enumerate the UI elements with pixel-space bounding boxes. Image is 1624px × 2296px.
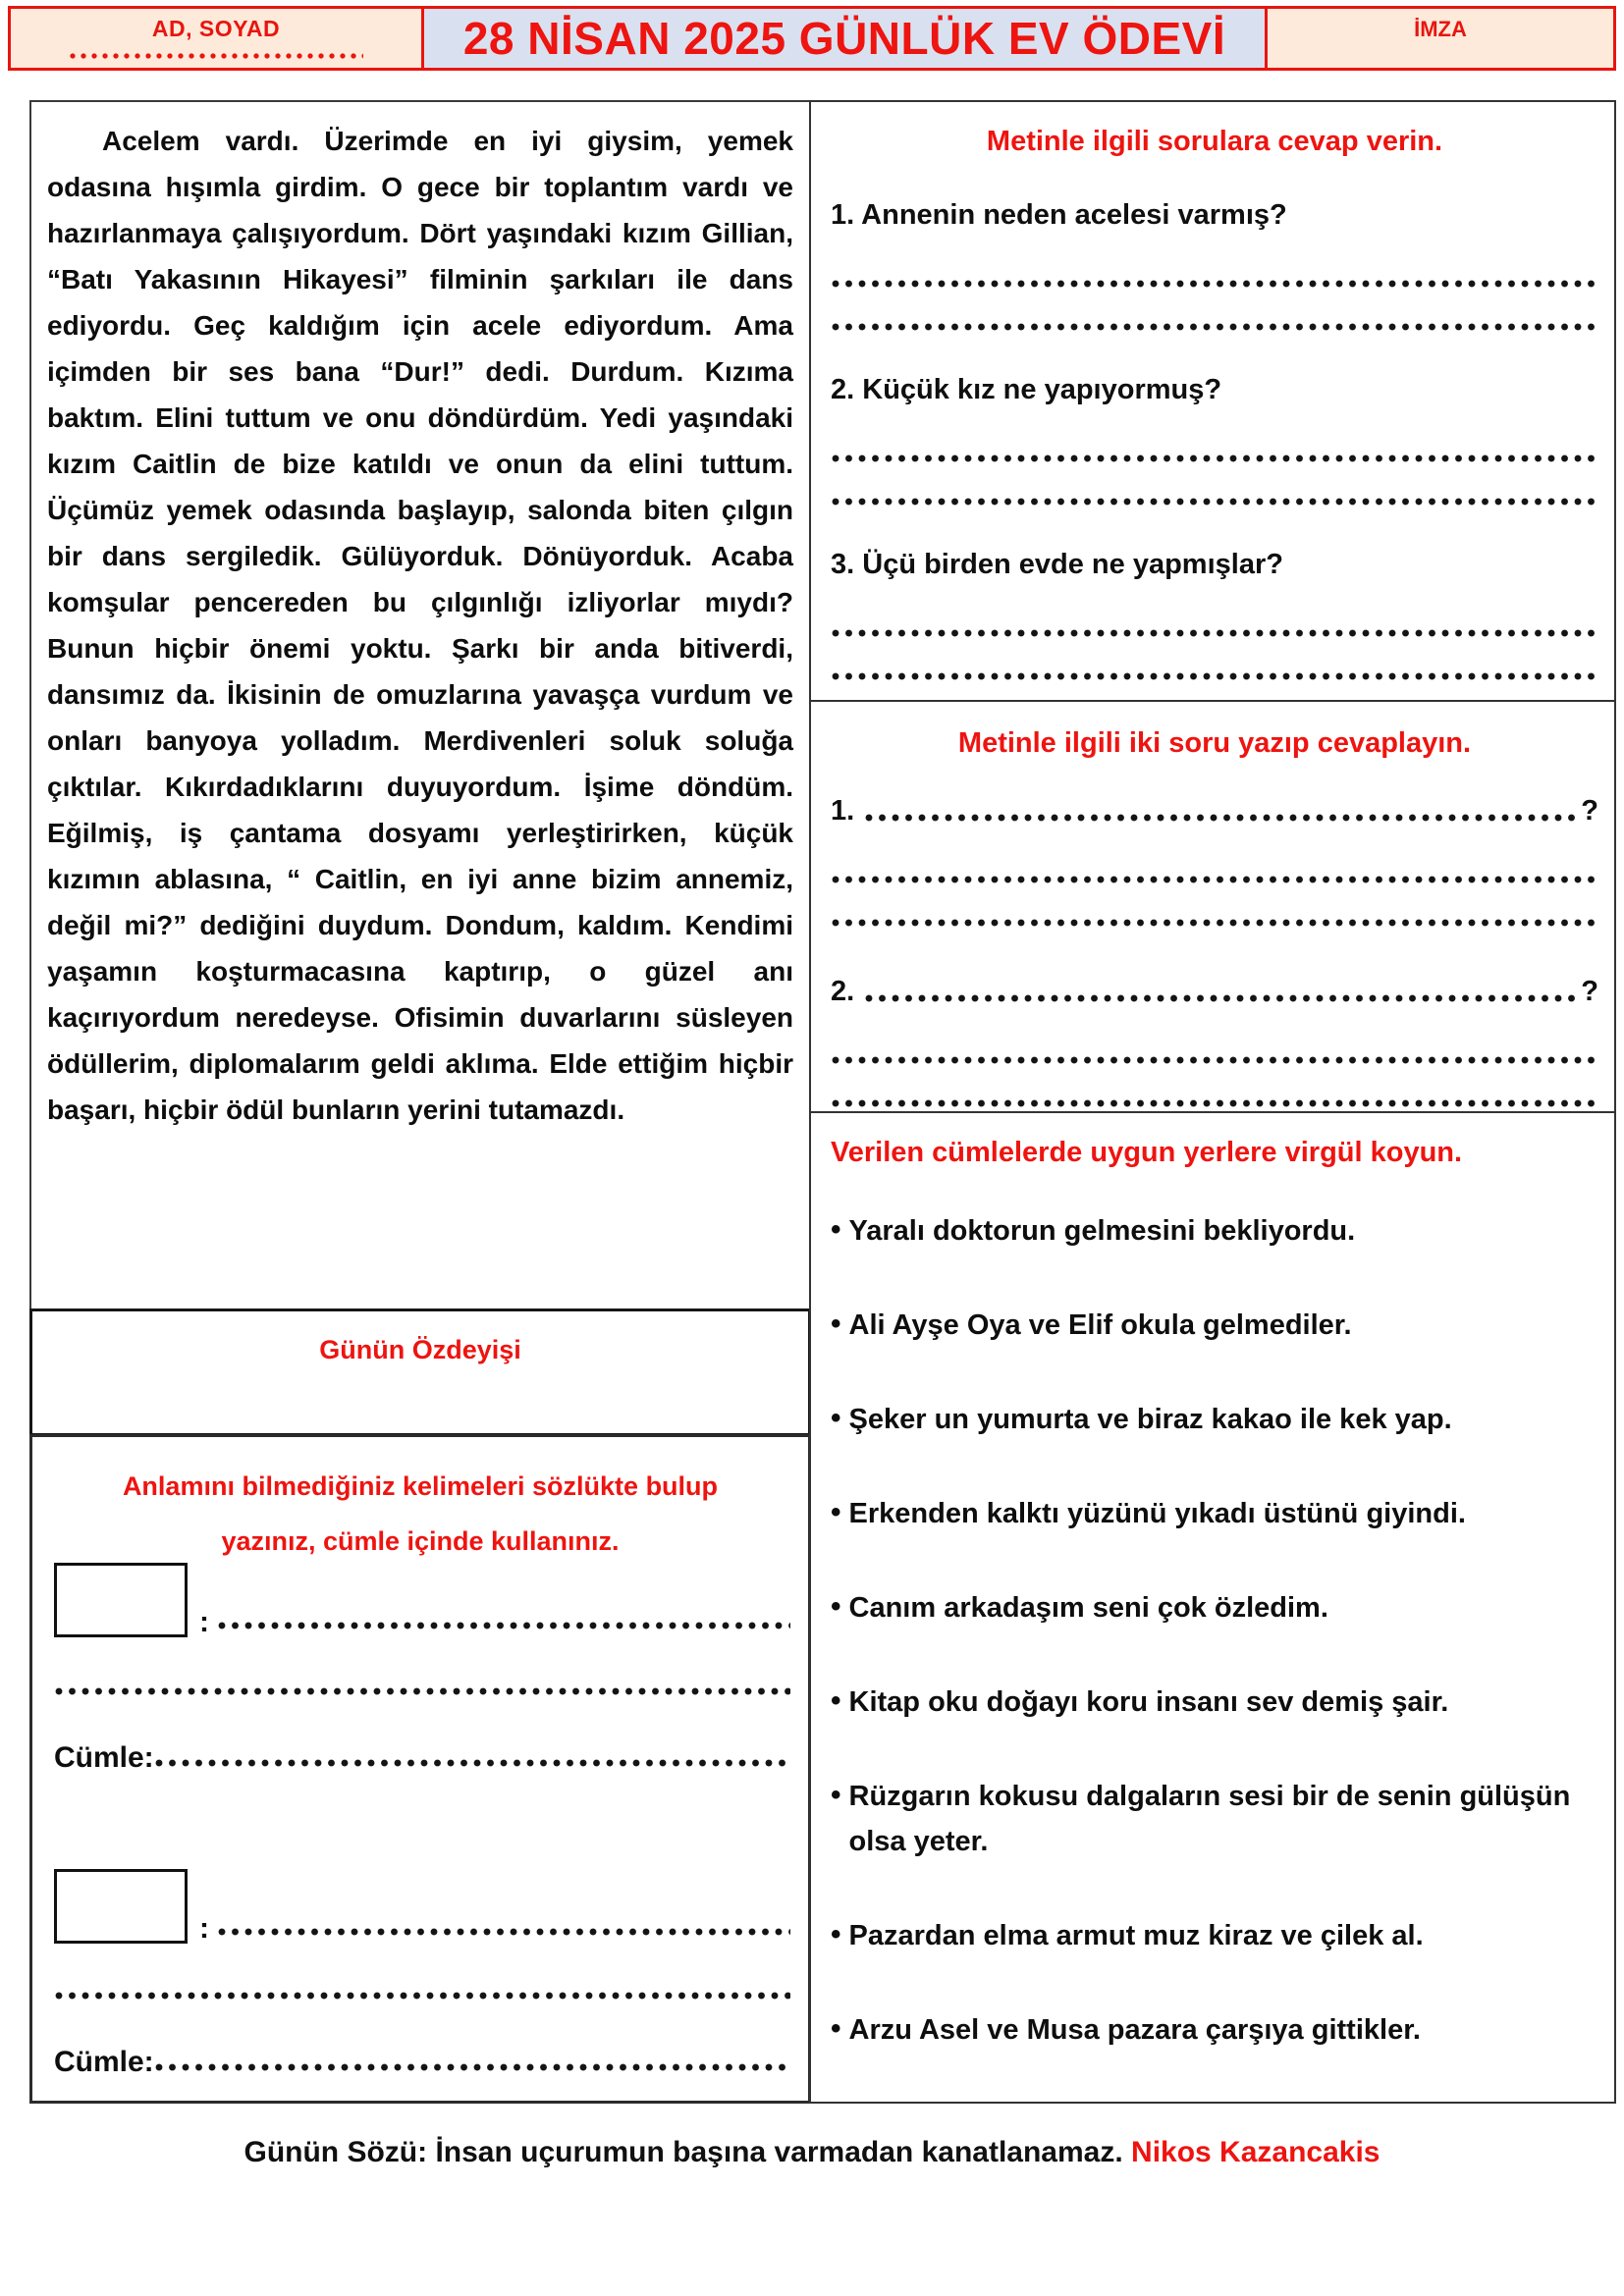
question-2 xyxy=(831,374,1598,406)
comma-sentence: • Şeker un yumurta ve biraz kakao ile kek yap. xyxy=(831,1397,1598,1442)
header xyxy=(8,6,1616,71)
comma-sentence: • Kitap oku doğayı koru insanı sev demiş şair. xyxy=(831,1680,1598,1725)
sentence-label-2: Cümle: xyxy=(54,2046,154,2078)
footer-quote xyxy=(0,2136,1624,2169)
write-question-2-number: 2. xyxy=(831,976,855,1007)
definition-line-2b xyxy=(54,1989,790,2002)
answer-line xyxy=(831,320,1598,333)
answer-line xyxy=(831,916,1598,929)
bullet-icon: • xyxy=(831,1402,841,1434)
bullet-icon: • xyxy=(831,1496,841,1528)
comma-sentence: • Canım arkadaşım seni çok özledim. xyxy=(831,1585,1598,1630)
story-box xyxy=(29,100,811,1310)
answer-line xyxy=(831,452,1598,464)
write-question-1-number: 1. xyxy=(831,795,855,827)
motto-title: Günün Özdeyişi xyxy=(319,1335,521,1364)
comma-sentence: • Rüzgarın kokusu dalgaların sesi bir de senin gülüşün olsa yeter. xyxy=(831,1774,1598,1864)
question-1 xyxy=(831,199,1598,232)
comma-section xyxy=(809,1111,1616,2104)
vocabulary-box xyxy=(29,1434,811,2104)
question-2-number: 2. xyxy=(831,374,855,405)
story-text: Acelem vardı. Üzerimde en iyi giysim, yemek odasına hışımla girdim. O gece bir toplantım vardı ve hazırlanmaya çalışıyordum. Dört yaşındaki kızım Gillian, “Batı Yakasının Hikayesi” filminin şarkıları ile dans ediyordu. Geç kaldığım için acele ediyordum. Ama içimden bir ses bana “Dur!” dedi. Durdum. Kızıma baktım. Elini tuttum ve onu döndürdüm. Yedi yaşındaki kızım Caitlin de bize katıldı ve onun da elini tuttum. Üçümüz yemek odasında başlayıp, salonda biten çılgın bir dans sergiledik. Gülüyorduk. Dönüyorduk. Acaba komşular pencereden bu çılgınlığı izliyorlar mıydı? Bunun hiçbir önemi yoktu. Şarkı bir anda bitiverdi, dansımız da. İkisinin de omuzlarına yavaşça vurdum ve onları banyoya yolladım. Merdivenleri soluk soluğa çıktılar. Kıkırdadıklarını duyuyordum. İşime döndüm. Eğilmiş, iş çantama dosyamı yerleştirirken, küçük kızımın ablasına, “ Caitlin, en iyi anne bizim annemiz, değil mi?” dediğini duydum. Dondum, kaldım. Kendimi yaşamın koşturmacasına kaptırıp, o güzel anı kaçırıyordum neredeyse. Ofisimin duvarlarını süsleyen ödüllerim, diplomalarım geldi aklıma. Elde ettiğim hiçbir başarı, hiçbir ödül bunların yerini tutamazdı. xyxy=(47,126,793,1125)
answer-line xyxy=(831,1096,1598,1109)
quote-text: İnsan uçurumun başına varmadan kanatlanamaz. xyxy=(435,2136,1123,2168)
write-question-2-mark: ? xyxy=(1581,976,1598,1007)
vocab-colon-2: : xyxy=(199,1912,209,1945)
page-title: 28 NİSAN 2025 GÜNLÜK EV ÖDEVİ xyxy=(462,13,1226,64)
quote-author: Nikos Kazancakis xyxy=(1131,2136,1380,2168)
motto-box xyxy=(29,1308,811,1436)
question-1-text: Annenin neden acelesi varmış? xyxy=(861,199,1287,231)
sentence-row-2 xyxy=(54,2048,790,2077)
name-dotted-line xyxy=(69,51,363,61)
write-questions-section xyxy=(809,700,1616,1113)
vocabulary-title: Anlamını bilmediğiniz kelimeleri sözlükte bulup yazınız, cümle içinde kullanınız. xyxy=(122,1471,719,1556)
question-3-text: Üçü birden evde ne yapmışlar? xyxy=(862,549,1283,580)
question-2-text: Küçük kız ne yapıyormuş? xyxy=(862,374,1222,405)
right-column xyxy=(809,100,1616,2104)
bullet-icon: • xyxy=(831,1213,841,1246)
word-box-2 xyxy=(54,1869,188,1944)
question-1-number: 1. xyxy=(831,199,855,231)
comma-sentence: • Yaralı doktorun gelmesini bekliyordu. xyxy=(831,1208,1598,1254)
signature-label: İMZA xyxy=(1414,17,1467,41)
vocab-colon-1: : xyxy=(199,1606,209,1638)
comma-sentence: • Erkenden kalktı yüzünü yıkadı üstünü giyindi. xyxy=(831,1491,1598,1536)
comma-sentence: • Arzu Asel ve Musa pazara çarşıya gittikler. xyxy=(831,2007,1598,2053)
name-cell xyxy=(8,6,424,71)
answer-line xyxy=(831,1053,1598,1066)
answer-questions-section xyxy=(809,100,1616,702)
answer-line xyxy=(831,277,1598,290)
signature-cell xyxy=(1265,6,1616,71)
write-question-1-mark: ? xyxy=(1581,795,1598,827)
sentence-label-1: Cümle: xyxy=(54,1741,154,1774)
sentence-row-1 xyxy=(54,1743,790,1773)
answer-line xyxy=(831,626,1598,639)
bullet-icon: • xyxy=(831,1308,841,1340)
answer-line xyxy=(831,495,1598,507)
answer-questions-title: Metinle ilgili sorulara cevap verin. xyxy=(986,126,1443,157)
question-3-number: 3. xyxy=(831,549,855,580)
answer-line xyxy=(831,669,1598,682)
write-question-2-line xyxy=(864,991,1577,1004)
word-box-1 xyxy=(54,1563,188,1637)
vocab-entry-2 xyxy=(54,1869,790,1944)
bullet-icon: • xyxy=(831,2012,841,2045)
comma-sentence: • Pazardan elma armut muz kiraz ve çilek al. xyxy=(831,1913,1598,1958)
bullet-icon: • xyxy=(831,1779,841,1811)
bullet-icon: • xyxy=(831,1684,841,1717)
question-3 xyxy=(831,549,1598,581)
quote-label: Günün Sözü: xyxy=(244,2136,428,2168)
vocab-entry-1 xyxy=(54,1563,790,1637)
definition-line-2 xyxy=(217,1925,790,1938)
sentence-line-1 xyxy=(154,1756,790,1769)
comma-section-title: Verilen cümlelerde uygun yerlere virgül koyun. xyxy=(831,1137,1463,1168)
bullet-icon: • xyxy=(831,1590,841,1623)
left-column xyxy=(29,100,811,2104)
answer-line xyxy=(831,873,1598,885)
write-question-1-line xyxy=(864,811,1577,824)
definition-line-1b xyxy=(54,1684,790,1697)
write-questions-title: Metinle ilgili iki soru yazıp cevaplayın. xyxy=(957,727,1472,759)
comma-sentence: • Ali Ayşe Oya ve Elif okula gelmediler. xyxy=(831,1303,1598,1348)
sentence-line-2 xyxy=(154,2060,790,2073)
write-question-1 xyxy=(831,795,1598,828)
write-question-2 xyxy=(831,976,1598,1008)
name-label: AD, SOYAD xyxy=(151,16,281,41)
bullet-icon: • xyxy=(831,1918,841,1950)
title-cell xyxy=(421,6,1268,71)
definition-line-1 xyxy=(217,1619,790,1631)
